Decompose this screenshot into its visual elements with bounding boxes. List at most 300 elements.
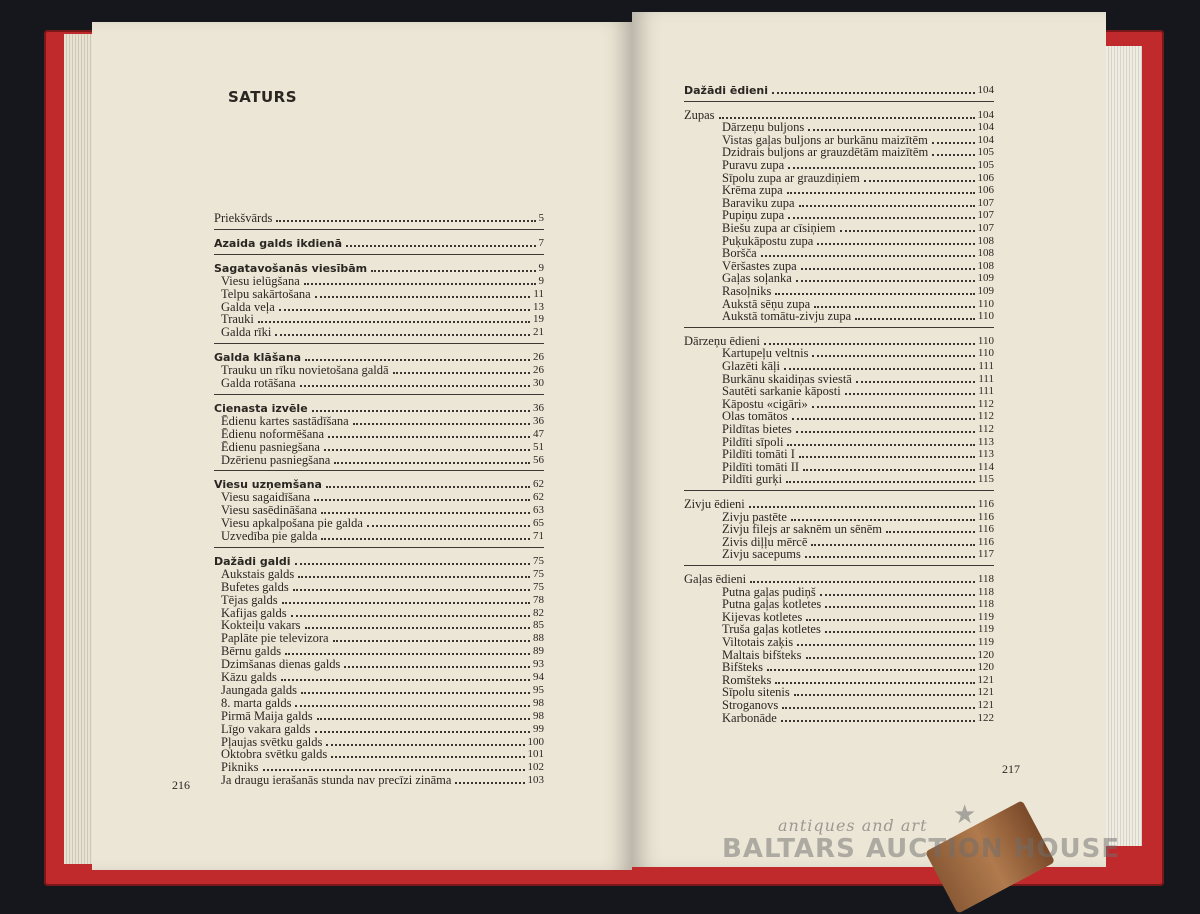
toc-entry-title: Dzērienu pasniegšana bbox=[221, 452, 331, 467]
toc-dot-leader bbox=[812, 406, 975, 408]
toc-dot-leader bbox=[803, 469, 975, 471]
toc-dot-leader bbox=[799, 456, 975, 458]
toc-entry bbox=[722, 310, 994, 323]
toc-entry-title: Vēršastes zupa bbox=[722, 258, 797, 273]
toc-entry-page: 88 bbox=[533, 632, 544, 645]
toc-entry-title: 8. marta galds bbox=[221, 695, 292, 710]
toc-entry-title: Līgo vakara galds bbox=[221, 721, 311, 736]
toc-entry-page: 117 bbox=[977, 548, 994, 561]
toc-entry-page: 107 bbox=[977, 222, 994, 234]
toc-entry bbox=[221, 568, 544, 581]
toc-dot-leader bbox=[864, 180, 975, 182]
toc-entry-page: 65 bbox=[533, 517, 544, 530]
toc-entry-title: Bifšteks bbox=[722, 660, 763, 675]
toc-entry-title: Maltais bifšteks bbox=[722, 647, 802, 662]
toc-entry bbox=[722, 235, 994, 248]
toc-entry-page: 7 bbox=[538, 236, 544, 249]
toc-entry-title: Dārzeņu ēdieni bbox=[684, 333, 761, 348]
toc-entry-title: Oktobra svētku galds bbox=[221, 747, 328, 762]
toc-entry-page: 19 bbox=[533, 313, 544, 326]
toc-entry-title: Pildīti gurķi bbox=[722, 472, 783, 487]
toc-entry-title: Zivju ēdieni bbox=[684, 497, 745, 511]
toc-dot-leader bbox=[792, 418, 975, 420]
toc-dot-leader bbox=[314, 499, 530, 501]
toc-entry-page: 95 bbox=[533, 683, 544, 696]
toc-entry-title: Ēdienu noformēšana bbox=[221, 426, 325, 441]
toc-dot-leader bbox=[281, 679, 530, 681]
toc-dot-leader bbox=[786, 481, 975, 483]
toc-entry-page: 111 bbox=[978, 372, 994, 385]
toc-entry bbox=[221, 697, 544, 710]
toc-dot-leader bbox=[794, 694, 975, 696]
toc-entry-title: Trauku un rīku novietošana galdā bbox=[221, 363, 389, 378]
toc-entry bbox=[221, 774, 544, 787]
toc-entry-title: Dzimšanas dienas galds bbox=[221, 657, 341, 672]
toc-entry-title: Puravu zupa bbox=[722, 158, 785, 172]
toc-dot-leader bbox=[750, 581, 975, 583]
toc-entry-page: 121 bbox=[977, 673, 994, 686]
toc-entry-title: Zivju sacepums bbox=[722, 547, 801, 562]
toc-dot-leader bbox=[295, 563, 530, 565]
toc-entry-title: Burkānu skaidiņas sviestā bbox=[722, 371, 852, 386]
toc-entry-title: Viesu sagaidīšana bbox=[221, 490, 311, 505]
toc-entry-title: Rasoļniks bbox=[722, 284, 772, 298]
toc-dot-leader bbox=[321, 538, 530, 540]
toc-entry-page: 121 bbox=[977, 686, 994, 699]
toc-entry-title: Pildīti sīpoli bbox=[722, 434, 784, 449]
toc-entry bbox=[214, 262, 544, 275]
toc-entry bbox=[214, 555, 544, 568]
toc-entry-title: Viesu apkalpošana pie galda bbox=[221, 516, 363, 531]
toc-entry bbox=[221, 710, 544, 723]
toc-entry-title: Pirmā Maija galds bbox=[221, 708, 313, 723]
toc-entry-title: Viesu sasēdināšana bbox=[221, 503, 318, 518]
toc-dot-leader bbox=[855, 318, 975, 320]
toc-dot-leader bbox=[788, 217, 974, 219]
toc-dot-leader bbox=[799, 205, 975, 207]
toc-entry-page: 110 bbox=[977, 334, 994, 347]
toc-entry-title: Kijevas kotletes bbox=[722, 609, 803, 624]
toc-entry-title: Galda rīki bbox=[221, 325, 272, 340]
toc-entry-title: Jaungada galds bbox=[221, 682, 298, 697]
toc-dot-leader bbox=[315, 296, 531, 298]
toc-entry-page: 106 bbox=[977, 171, 994, 184]
toc-entry-page: 112 bbox=[977, 397, 994, 410]
toc-group-divider bbox=[214, 343, 544, 344]
toc-dot-leader bbox=[326, 744, 524, 746]
watermark-tagline: antiques and art bbox=[778, 816, 928, 835]
toc-entry-page: 105 bbox=[977, 159, 994, 171]
toc-entry-title: Pildīti tomāti I bbox=[722, 447, 795, 462]
toc-dot-leader bbox=[353, 423, 530, 425]
toc-entry-page: 113 bbox=[977, 448, 994, 461]
toc-dot-leader bbox=[932, 142, 975, 144]
toc-entry-title: Viesu ielūgšana bbox=[221, 273, 300, 288]
toc-entry-page: 89 bbox=[533, 645, 544, 658]
toc-group-divider bbox=[684, 327, 994, 328]
toc-entry-title: Dažādi galdi bbox=[214, 554, 291, 568]
star-icon: ★ bbox=[953, 800, 977, 830]
toc-dot-leader bbox=[796, 280, 975, 282]
toc-dot-leader bbox=[293, 589, 530, 591]
toc-dot-leader bbox=[275, 334, 530, 336]
toc-dot-leader bbox=[305, 627, 531, 629]
toc-dot-leader bbox=[782, 707, 974, 709]
toc-entry-title: Bufetes galds bbox=[221, 579, 289, 594]
toc-entry-page: 9 bbox=[538, 261, 544, 274]
toc-entry-page: 108 bbox=[977, 234, 994, 247]
toc-dot-leader bbox=[772, 92, 974, 94]
toc-entry-title: Tējas galds bbox=[221, 592, 278, 607]
toc-entry bbox=[221, 684, 544, 697]
toc-entry-page: 9 bbox=[538, 274, 544, 287]
toc-entry-title: Sīpolu sitenis bbox=[722, 685, 790, 700]
toc-entry-title: Sīpolu zupa ar grauzdiņiem bbox=[722, 170, 860, 185]
left-page-number: 216 bbox=[172, 778, 190, 792]
toc-dot-leader bbox=[787, 192, 975, 194]
toc-entry-page: 47 bbox=[533, 427, 544, 440]
toc-dot-leader bbox=[791, 519, 975, 521]
right-page-number: 217 bbox=[1002, 762, 1020, 776]
toc-entry-title: Pildīti tomāti II bbox=[722, 459, 800, 474]
toc-entry-title: Trauki bbox=[221, 312, 254, 327]
toc-entry-page: 104 bbox=[977, 121, 994, 134]
toc-entry-page: 108 bbox=[977, 247, 994, 260]
toc-entry bbox=[221, 594, 544, 607]
toc-dot-leader bbox=[811, 544, 975, 546]
page-title: SATURS bbox=[228, 88, 298, 106]
toc-entry-page: 118 bbox=[977, 573, 994, 585]
toc-entry-page: 98 bbox=[533, 696, 544, 709]
toc-entry-page: 11 bbox=[533, 287, 544, 300]
toc-entry bbox=[722, 712, 994, 725]
toc-entry-page: 119 bbox=[977, 636, 994, 648]
toc-dot-leader bbox=[825, 631, 975, 633]
toc-entry-page: 100 bbox=[527, 735, 544, 748]
toc-dot-leader bbox=[279, 309, 530, 311]
toc-entry-title: Kāpostu «cigāri» bbox=[722, 396, 808, 411]
toc-dot-leader bbox=[788, 167, 974, 169]
toc-entry-page: 116 bbox=[977, 535, 994, 548]
toc-entry-page: 13 bbox=[533, 300, 544, 313]
toc-dot-leader bbox=[801, 268, 975, 270]
toc-entry-title: Truša gaļas kotletes bbox=[722, 622, 821, 637]
watermark-brand: BALTARS AUCTION HOUSE bbox=[722, 834, 1121, 864]
toc-dot-leader bbox=[932, 154, 974, 156]
toc-dot-leader bbox=[282, 602, 530, 604]
toc-entry-page: 116 bbox=[977, 498, 994, 510]
toc-dot-leader bbox=[886, 531, 975, 533]
toc-entry-title: Galda klāšana bbox=[214, 351, 302, 365]
toc-dot-leader bbox=[304, 283, 536, 285]
toc-entry-title: Stroganovs bbox=[722, 698, 779, 712]
toc-dot-leader bbox=[328, 436, 530, 438]
toc-entry bbox=[221, 454, 544, 467]
toc-entry-page: 26 bbox=[533, 351, 544, 364]
toc-entry-title: Pupiņu zupa bbox=[722, 208, 785, 223]
toc-entry-page: 56 bbox=[533, 453, 544, 466]
toc-entry-title: Gaļas soļanka bbox=[722, 271, 792, 286]
toc-entry-title: Vistas gaļas buljons ar burkānu maizītēm bbox=[722, 132, 928, 147]
toc-group-divider bbox=[684, 490, 994, 491]
toc-entry-title: Zupas bbox=[684, 107, 715, 122]
toc-entry bbox=[221, 415, 544, 428]
toc-entry-title: Putna gaļas pudiņš bbox=[722, 584, 816, 599]
toc-entry-title: Dzidrais buljons ar grauzdētām maizītēm bbox=[722, 145, 929, 160]
toc-dot-leader bbox=[749, 506, 975, 508]
toc-entry-page: 75 bbox=[533, 580, 544, 593]
toc-entry-title: Karbonāde bbox=[722, 710, 777, 725]
toc-entry-page: 109 bbox=[977, 272, 994, 285]
toc-entry-title: Sagatavošanās viesībām bbox=[214, 261, 368, 275]
toc-dot-leader bbox=[856, 381, 975, 383]
toc-entry-title: Zivju pastēte bbox=[722, 509, 787, 524]
toc-dot-leader bbox=[764, 343, 975, 345]
toc-dot-leader bbox=[845, 393, 976, 395]
toc-entry-title: Ēdienu kartes sastādīšana bbox=[221, 413, 349, 428]
toc-dot-leader bbox=[298, 576, 530, 578]
toc-entry-page: 85 bbox=[533, 619, 544, 632]
toc-entry-page: 51 bbox=[533, 440, 544, 453]
toc-dot-leader bbox=[806, 619, 975, 621]
toc-dot-leader bbox=[317, 718, 530, 720]
toc-entry bbox=[221, 723, 544, 736]
toc-entry-title: Glazēti kāļi bbox=[722, 359, 780, 373]
toc-entry-title: Ja draugu ierašanās stunda nav precīzi zināma bbox=[221, 773, 452, 788]
toc-entry-page: 71 bbox=[533, 530, 544, 542]
toc-dot-leader bbox=[775, 682, 974, 684]
toc-group-divider bbox=[214, 394, 544, 395]
toc-entry-title: Pikniks bbox=[221, 760, 259, 775]
toc-entry-page: 78 bbox=[533, 593, 544, 606]
toc-entry-title: Aukstā sēņu zupa bbox=[722, 296, 811, 311]
toc-entry-page: 112 bbox=[977, 423, 994, 435]
toc-entry-title: Biešu zupa ar cīsiņiem bbox=[722, 221, 836, 235]
toc-dot-leader bbox=[291, 615, 530, 617]
toc-entry bbox=[722, 473, 994, 486]
toc-entry-title: Azaida galds ikdienā bbox=[214, 236, 342, 250]
toc-dot-leader bbox=[775, 293, 974, 295]
toc-dot-leader bbox=[276, 220, 535, 222]
toc-entry-title: Sautēti sarkanie kāposti bbox=[722, 384, 841, 399]
toc-dot-leader bbox=[263, 769, 525, 771]
toc-entry bbox=[221, 377, 544, 390]
toc-dot-leader bbox=[346, 245, 536, 247]
toc-entry bbox=[214, 237, 544, 250]
toc-dot-leader bbox=[367, 525, 530, 527]
toc-entry-title: Pildītas bietes bbox=[722, 422, 792, 436]
toc-entry-title: Boršča bbox=[722, 246, 757, 261]
toc-dot-leader bbox=[258, 321, 530, 323]
toc-entry-page: 98 bbox=[533, 709, 544, 722]
toc-dot-leader bbox=[719, 117, 975, 119]
toc-entry-page: 119 bbox=[977, 610, 994, 623]
toc-entry-page: 105 bbox=[977, 146, 994, 159]
left-page bbox=[92, 22, 632, 870]
toc-entry-page: 122 bbox=[977, 711, 994, 724]
toc-dot-leader bbox=[806, 657, 975, 659]
toc-entry-page: 107 bbox=[977, 196, 994, 209]
right-page-edges bbox=[1100, 46, 1142, 846]
toc-entry bbox=[722, 548, 994, 561]
toc-entry-page: 104 bbox=[977, 84, 994, 96]
toc-dot-leader bbox=[808, 129, 974, 131]
toc-entry-title: Pļaujas svētku galds bbox=[221, 734, 323, 749]
toc-entry-title: Paplāte pie televizora bbox=[221, 631, 329, 646]
toc-entry-title: Dārzeņu buljons bbox=[722, 120, 805, 135]
toc-dot-leader bbox=[312, 410, 530, 412]
toc-entry-page: 109 bbox=[977, 285, 994, 297]
toc-entry bbox=[221, 441, 544, 454]
toc-entry bbox=[221, 428, 544, 441]
toc-dot-leader bbox=[455, 782, 524, 784]
toc-entry-page: 110 bbox=[977, 297, 994, 310]
toc-group-divider bbox=[214, 470, 544, 471]
toc-dot-leader bbox=[767, 669, 975, 671]
toc-dot-leader bbox=[301, 692, 530, 694]
toc-entry-page: 75 bbox=[533, 567, 544, 580]
toc-entry-title: Priekšvārds bbox=[214, 211, 273, 225]
toc-entry-title: Krēma zupa bbox=[722, 183, 783, 198]
right-page bbox=[632, 12, 1106, 867]
toc-dot-leader bbox=[326, 486, 530, 488]
toc-entry-page: 104 bbox=[977, 108, 994, 121]
toc-entry bbox=[214, 402, 544, 415]
toc-entry-page: 102 bbox=[527, 761, 544, 774]
toc-entry-title: Kafijas galds bbox=[221, 605, 287, 620]
toc-dot-leader bbox=[371, 270, 535, 272]
toc-dot-leader bbox=[761, 255, 975, 257]
toc-dot-leader bbox=[393, 372, 530, 374]
toc-entry bbox=[221, 288, 544, 301]
toc-entry-page: 116 bbox=[977, 523, 994, 536]
toc-entry-page: 110 bbox=[977, 310, 994, 323]
toc-entry-page: 93 bbox=[533, 658, 544, 671]
toc-dot-leader bbox=[315, 731, 530, 733]
toc-entry-page: 21 bbox=[533, 326, 544, 339]
toc-entry-title: Zivju filejs ar saknēm un sēnēm bbox=[722, 522, 883, 537]
toc-entry-title: Kartupeļu veltnis bbox=[722, 346, 809, 361]
toc-entry bbox=[214, 212, 544, 225]
toc-entry-page: 82 bbox=[533, 606, 544, 619]
toc-entry-page: 114 bbox=[977, 460, 994, 473]
toc-entry-page: 118 bbox=[977, 598, 994, 611]
toc-entry-title: Baraviku zupa bbox=[722, 195, 795, 210]
toc-dot-leader bbox=[797, 644, 975, 646]
toc-dot-leader bbox=[334, 462, 530, 464]
toc-entry-page: 115 bbox=[977, 473, 994, 486]
toc-group-divider bbox=[214, 229, 544, 230]
toc-group-divider bbox=[684, 101, 994, 102]
toc-entry-page: 62 bbox=[533, 478, 544, 491]
toc-group-divider bbox=[214, 547, 544, 548]
toc-entry-title: Galda veļa bbox=[221, 299, 275, 314]
toc-entry-page: 113 bbox=[977, 435, 994, 448]
toc-entry-title: Zivis diļļu mērcē bbox=[722, 534, 808, 549]
toc-entry-title: Uzvedība pie galda bbox=[221, 529, 318, 543]
toc-entry-title: Putna gaļas kotletes bbox=[722, 597, 822, 612]
toc-dot-leader bbox=[812, 355, 974, 357]
toc-entry bbox=[221, 581, 544, 594]
toc-entry-page: 112 bbox=[977, 410, 994, 423]
toc-entry-page: 101 bbox=[527, 748, 544, 761]
toc-entry-title: Aukstais galds bbox=[221, 566, 295, 581]
toc-dot-leader bbox=[781, 720, 975, 722]
toc-dot-leader bbox=[796, 431, 975, 433]
toc-entry-page: 36 bbox=[533, 401, 544, 414]
toc-entry-page: 108 bbox=[977, 259, 994, 272]
toc-entry-title: Puķukāpostu zupa bbox=[722, 233, 814, 248]
toc-entry-title: Viltotais zaķis bbox=[722, 635, 794, 649]
toc-dot-leader bbox=[324, 449, 530, 451]
toc-entry-page: 111 bbox=[978, 360, 994, 372]
toc-dot-leader bbox=[344, 666, 530, 668]
toc-entry-title: Romšteks bbox=[722, 672, 772, 687]
toc-entry-page: 106 bbox=[977, 184, 994, 197]
toc-dot-leader bbox=[825, 606, 975, 608]
toc-entry-title: Viesu uzņemšana bbox=[214, 478, 322, 492]
toc-group-divider bbox=[214, 254, 544, 255]
toc-entry-title: Bērnu galds bbox=[221, 644, 282, 659]
toc-entry-page: 94 bbox=[533, 671, 544, 683]
toc-entry-page: 120 bbox=[977, 661, 994, 674]
toc-entry-page: 75 bbox=[533, 554, 544, 567]
toc-dot-leader bbox=[305, 359, 530, 361]
toc-entry-title: Kokteiļu vakars bbox=[221, 618, 301, 633]
toc-entry-page: 36 bbox=[533, 414, 544, 427]
toc-entry-title: Galda rotāšana bbox=[221, 376, 296, 390]
toc-dot-leader bbox=[840, 230, 975, 232]
toc-dot-leader bbox=[784, 368, 975, 370]
toc-entry-page: 119 bbox=[977, 623, 994, 636]
toc-entry-title: Ēdienu pasniegšana bbox=[221, 439, 320, 454]
toc-dot-leader bbox=[817, 243, 974, 245]
toc-entry-page: 120 bbox=[977, 648, 994, 661]
toc-dot-leader bbox=[820, 594, 975, 596]
toc-entry bbox=[221, 748, 544, 761]
toc-dot-leader bbox=[321, 512, 530, 514]
toc-entry bbox=[221, 301, 544, 314]
toc-entry-title: Gaļas ēdieni bbox=[684, 572, 747, 586]
toc-dot-leader bbox=[295, 705, 530, 707]
toc-entry-page: 111 bbox=[978, 385, 994, 398]
toc-entry bbox=[221, 275, 544, 288]
toc-entry-page: 118 bbox=[977, 585, 994, 598]
toc-dot-leader bbox=[805, 556, 975, 558]
toc-entry-page: 5 bbox=[538, 212, 544, 224]
toc-dot-leader bbox=[300, 385, 530, 387]
toc-dot-leader bbox=[787, 444, 974, 446]
toc-entry-page: 99 bbox=[533, 722, 544, 735]
toc-entry-page: 116 bbox=[977, 510, 994, 523]
toc-entry-title: Telpu sakārtošana bbox=[221, 286, 311, 301]
toc-dot-leader bbox=[285, 653, 530, 655]
toc-entry-page: 26 bbox=[533, 364, 544, 377]
toc-entry-title: Olas tomātos bbox=[722, 409, 788, 424]
toc-entry-title: Kāzu galds bbox=[221, 670, 277, 684]
toc-entry-page: 110 bbox=[977, 347, 994, 360]
toc-entry bbox=[684, 84, 994, 97]
toc-entry-title: Cienasta izvēle bbox=[214, 401, 308, 415]
toc-dot-leader bbox=[333, 640, 530, 642]
toc-entry-page: 121 bbox=[977, 699, 994, 711]
toc-entry-title: Aukstā tomātu-zivju zupa bbox=[722, 309, 852, 324]
toc-entry-page: 63 bbox=[533, 504, 544, 517]
toc-entry-page: 103 bbox=[527, 774, 544, 787]
toc-entry-page: 30 bbox=[533, 377, 544, 389]
toc-entry-page: 107 bbox=[977, 209, 994, 222]
toc-entry bbox=[221, 530, 544, 543]
